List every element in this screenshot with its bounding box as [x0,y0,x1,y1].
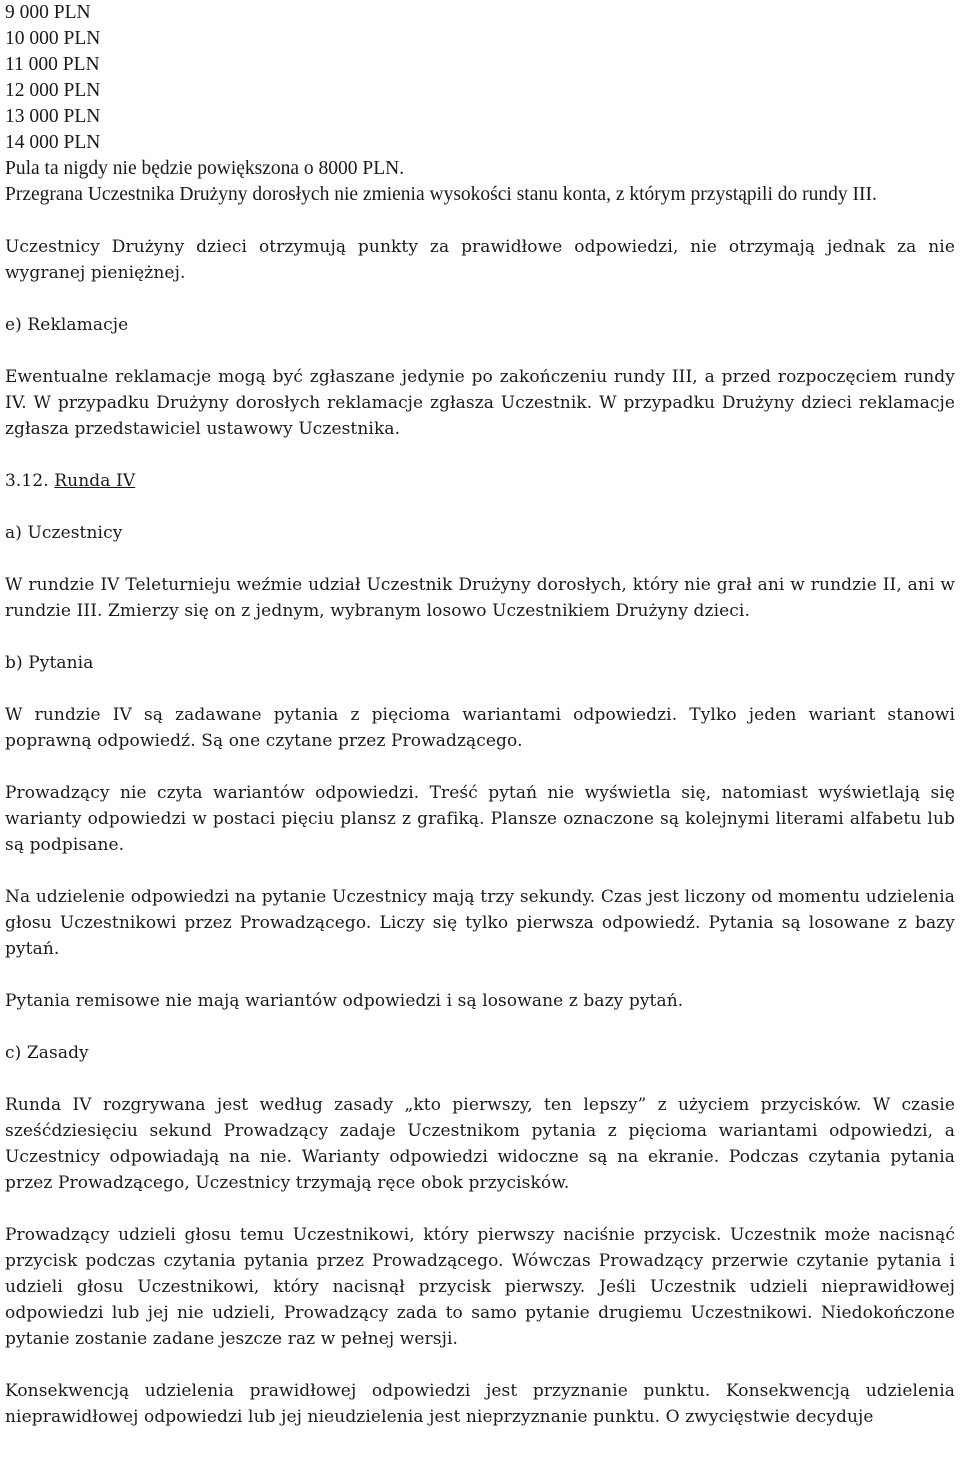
section-e-heading: e) Reklamacje [5,315,129,335]
prize-amount: 14 000 PLN [5,132,101,153]
prize-amount: 12 000 PLN [5,80,101,101]
section-b-paragraph: Na udzielenie odpowiedzi na pytanie Uczestnicy mają trzy sekundy. Czas jest liczony od momentu udzielenia głosu Uczestnikowi przez Prowadzącego. Liczy się tylko pierwsza odpowiedź. Pytania są losowane z bazy pytań. [5,887,955,959]
pool-note: Pula ta nigdy nie będzie powiększona o 8000 PLN. [5,158,405,179]
section-c-paragraph: Runda IV rozgrywana jest według zasady „kto pierwszy, ten lepszy” z użyciem przycisków. W czasie sześćdziesięciu sekund Prowadzący zadaje Uczestnikom pytania z pięcioma wariantami odpowiedzi, a Uczestnicy odpowiadają na nie. Warianty odpowiedzi widoczne są na ekranie. Podczas czytania pytania przez Prowadzącego, Uczestnicy trzymają ręce obok przycisków. [5,1095,955,1193]
document-body [5,234,955,1430]
round-heading [5,468,955,494]
section-c-paragraph: Prowadzący udzieli głosu temu Uczestnikowi, który pierwszy naciśnie przycisk. Uczestnik może nacisnąć przycisk podczas czytania pytania przez Prowadzącego. Wówczas Prowadzący przerwie czytanie pytania i udzieli głosu Uczestnikowi, który nacisnął przycisk pierwszy. Jeśli Uczestnik udzieli nieprawidłowej odpowiedzi lub jej nie udzieli, Prowadzący zada to samo pytanie drugiemu Uczestnikowi. Niedokończone pytanie zostanie zadane jeszcze raz w pełnej wersji. [5,1225,955,1349]
round-heading-number: 3.12. [5,471,49,491]
section-b-paragraph: W rundzie IV są zadawane pytania z pięcioma wariantami odpowiedzi. Tylko jeden wariant stanowi poprawną odpowiedź. Są one czytane przez Prowadzącego. [5,705,955,751]
prize-amount: 9 000 PLN [5,2,91,23]
section-b-paragraph: Prowadzący nie czyta wariantów odpowiedzi. Treść pytań nie wyświetla się, natomiast wyświetlają się warianty odpowiedzi w postaci pięciu plansz z grafiką. Plansze oznaczone są kolejnymi literami alfabetu lub są podpisane. [5,783,955,855]
document-page [5,0,955,1430]
round-heading-title: Runda IV [54,471,136,491]
section-c-heading: c) Zasady [5,1043,89,1063]
prize-amount: 11 000 PLN [5,54,100,75]
prize-amount: 10 000 PLN [5,28,101,49]
section-a-text: W rundzie IV Teleturnieju weźmie udział Uczestnik Drużyny dorosłych, który nie grał ani w rundzie II, ani w rundzie III. Zmierzy się on z jednym, wybranym losowo Uczestnikiem Drużyny dzieci. [5,575,955,621]
children-note: Uczestnicy Drużyny dzieci otrzymują punkty za prawidłowe odpowiedzi, nie otrzymają jednak za nie wygranej pieniężnej. [5,237,955,283]
section-b-heading: b) Pytania [5,653,94,673]
loss-note: Przegrana Uczestnika Drużyny dorosłych nie zmienia wysokości stanu konta, z którym przystąpili do rundy III. [5,184,877,205]
section-a-heading: a) Uczestnicy [5,523,123,543]
prize-amount: 13 000 PLN [5,106,101,127]
section-b-paragraph: Pytania remisowe nie mają wariantów odpowiedzi i są losowane z bazy pytań. [5,991,684,1011]
prize-amount-list [5,0,955,208]
section-e-text: Ewentualne reklamacje mogą być zgłaszane jedynie po zakończeniu rundy III, a przed rozpoczęciem rundy IV. W przypadku Drużyny dorosłych reklamacje zgłasza Uczestnik. W przypadku Drużyny dzieci reklamacje zgłasza przedstawiciel ustawowy Uczestnika. [5,367,955,439]
section-c-paragraph: Konsekwencją udzielenia prawidłowej odpowiedzi jest przyznanie punktu. Konsekwencją udzielenia nieprawidłowej odpowiedzi lub jej nieudzielenia jest nieprzyznanie punktu. O zwycięstwie decyduje [5,1381,955,1427]
